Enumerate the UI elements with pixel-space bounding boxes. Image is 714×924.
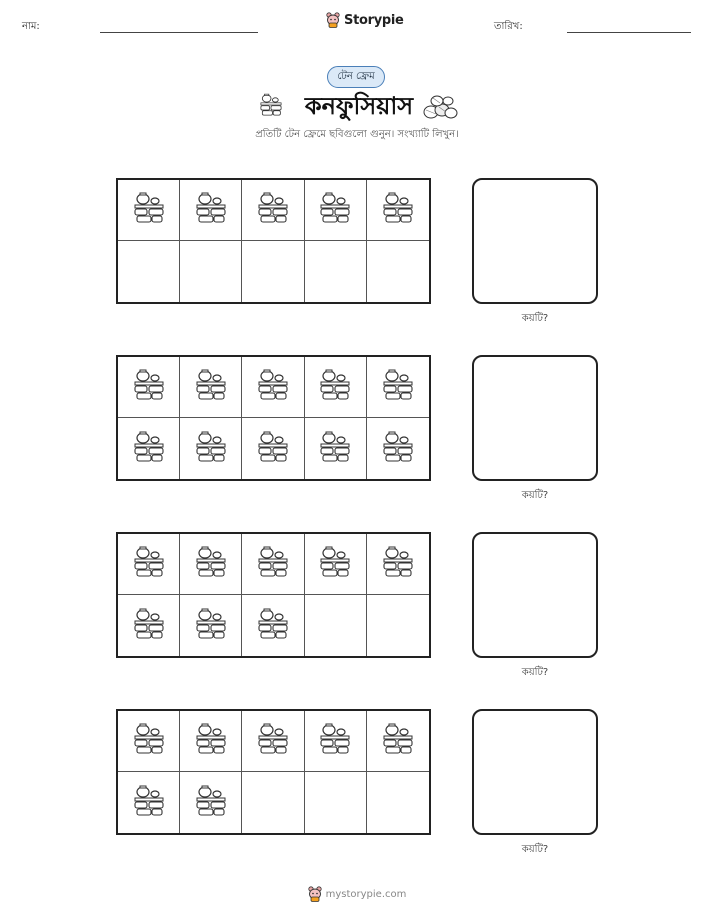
ten-frame-cell bbox=[118, 241, 180, 302]
ten-frame-cell bbox=[305, 595, 367, 656]
answer-prompt: কয়টি? bbox=[521, 667, 549, 678]
ten-frame-cell bbox=[118, 711, 180, 772]
ten-frame-cell bbox=[180, 711, 242, 772]
ten-frame-cell bbox=[305, 357, 367, 418]
ten-frame bbox=[116, 532, 431, 658]
ten-frame bbox=[116, 355, 431, 481]
answer-prompt: কয়টি? bbox=[521, 490, 549, 501]
pots-on-stones-icon bbox=[255, 606, 291, 646]
ten-frame-cell bbox=[180, 180, 242, 241]
ten-frame-cell bbox=[367, 241, 429, 302]
pots-on-stones-icon bbox=[131, 544, 167, 584]
ten-frame bbox=[116, 709, 431, 835]
ten-frame-cell bbox=[367, 595, 429, 656]
ten-frame-cell bbox=[305, 772, 367, 833]
pots-on-stones-icon bbox=[380, 190, 416, 230]
ten-frame-cell bbox=[367, 180, 429, 241]
pots-on-stones-icon bbox=[193, 783, 229, 823]
pots-on-stones-icon bbox=[255, 544, 291, 584]
pots-on-stones-icon bbox=[255, 190, 291, 230]
name-label: নাম: bbox=[22, 21, 40, 32]
ten-frame-cell bbox=[180, 595, 242, 656]
worksheet-type-badge: টেন ফ্রেম bbox=[327, 66, 385, 88]
ten-frame-cell bbox=[305, 241, 367, 302]
pots-on-stones-icon bbox=[193, 367, 229, 407]
pots-on-stones-icon bbox=[317, 190, 353, 230]
ten-frame-cell bbox=[118, 180, 180, 241]
ten-frame-cell bbox=[180, 241, 242, 302]
ten-frame-cell bbox=[180, 772, 242, 833]
ten-frame-cell bbox=[367, 534, 429, 595]
mascot-icon bbox=[326, 12, 340, 28]
ten-frame-cell bbox=[180, 418, 242, 479]
ten-frame-cell bbox=[242, 241, 304, 302]
pots-on-stones-icon bbox=[131, 190, 167, 230]
ten-frame-cell bbox=[242, 711, 304, 772]
ten-frame-cell bbox=[242, 180, 304, 241]
answer-box[interactable] bbox=[472, 532, 598, 658]
instruction-text: প্রতিটি টেন ফ্রেমে ছবিগুলো গুনুন। সংখ্যাটি লিখুন। bbox=[255, 129, 459, 140]
ten-frame-cell bbox=[367, 418, 429, 479]
ten-frame-cell bbox=[180, 357, 242, 418]
ten-frame-cell bbox=[305, 711, 367, 772]
pots-on-stones-icon bbox=[317, 721, 353, 761]
pots-on-stones-icon bbox=[255, 367, 291, 407]
ten-frame-cell bbox=[242, 534, 304, 595]
footer bbox=[0, 886, 714, 902]
pots-on-stones-icon bbox=[131, 367, 167, 407]
page-title: কনফুসিয়াস bbox=[304, 92, 414, 120]
pots-on-stones-icon bbox=[131, 606, 167, 646]
ten-frame-cell bbox=[305, 180, 367, 241]
ten-frame-cell bbox=[367, 357, 429, 418]
ten-frame-cell bbox=[180, 534, 242, 595]
date-write-line bbox=[567, 32, 691, 33]
pots-on-stones-icon bbox=[317, 367, 353, 407]
brand-logo bbox=[326, 12, 404, 28]
footer-url: mystorypie.com bbox=[325, 888, 407, 900]
pots-on-stones-icon bbox=[193, 721, 229, 761]
answer-prompt: কয়টি? bbox=[521, 313, 549, 324]
ten-frame-cell bbox=[242, 595, 304, 656]
ten-frame-cell bbox=[242, 418, 304, 479]
worksheet-header bbox=[0, 0, 714, 40]
pots-on-stones-icon bbox=[193, 429, 229, 469]
pots-on-stones-icon bbox=[317, 544, 353, 584]
ten-frame-cell bbox=[118, 595, 180, 656]
pots-on-stones-icon bbox=[131, 783, 167, 823]
pots-on-stones-icon bbox=[255, 721, 291, 761]
pots-on-stones-icon bbox=[380, 544, 416, 584]
pots-on-stones-icon bbox=[193, 190, 229, 230]
pots-on-stones-icon bbox=[380, 721, 416, 761]
date-label: তারিখ: bbox=[494, 21, 523, 32]
name-write-line bbox=[100, 32, 258, 33]
ten-frame-cell bbox=[367, 772, 429, 833]
rock-pile-icon bbox=[422, 92, 458, 120]
ten-frame-cell bbox=[118, 534, 180, 595]
pots-on-stones-icon bbox=[193, 544, 229, 584]
mascot-icon bbox=[308, 886, 322, 902]
pots-on-stones-icon bbox=[131, 721, 167, 761]
pots-on-stones-icon bbox=[258, 92, 284, 118]
pots-on-stones-icon bbox=[131, 429, 167, 469]
ten-frame-cell bbox=[118, 772, 180, 833]
answer-box[interactable] bbox=[472, 178, 598, 304]
pots-on-stones-icon bbox=[317, 429, 353, 469]
answer-box[interactable] bbox=[472, 709, 598, 835]
ten-frame bbox=[116, 178, 431, 304]
ten-frame-cell bbox=[305, 418, 367, 479]
answer-prompt: কয়টি? bbox=[521, 844, 549, 855]
ten-frame-cell bbox=[305, 534, 367, 595]
pots-on-stones-icon bbox=[193, 606, 229, 646]
pots-on-stones-icon bbox=[380, 429, 416, 469]
ten-frame-cell bbox=[118, 357, 180, 418]
answer-box[interactable] bbox=[472, 355, 598, 481]
pots-on-stones-icon bbox=[380, 367, 416, 407]
ten-frame-cell bbox=[118, 418, 180, 479]
brand-name: Storypie bbox=[344, 12, 404, 28]
ten-frame-cell bbox=[242, 772, 304, 833]
pots-on-stones-icon bbox=[255, 429, 291, 469]
ten-frame-cell bbox=[367, 711, 429, 772]
ten-frame-cell bbox=[242, 357, 304, 418]
